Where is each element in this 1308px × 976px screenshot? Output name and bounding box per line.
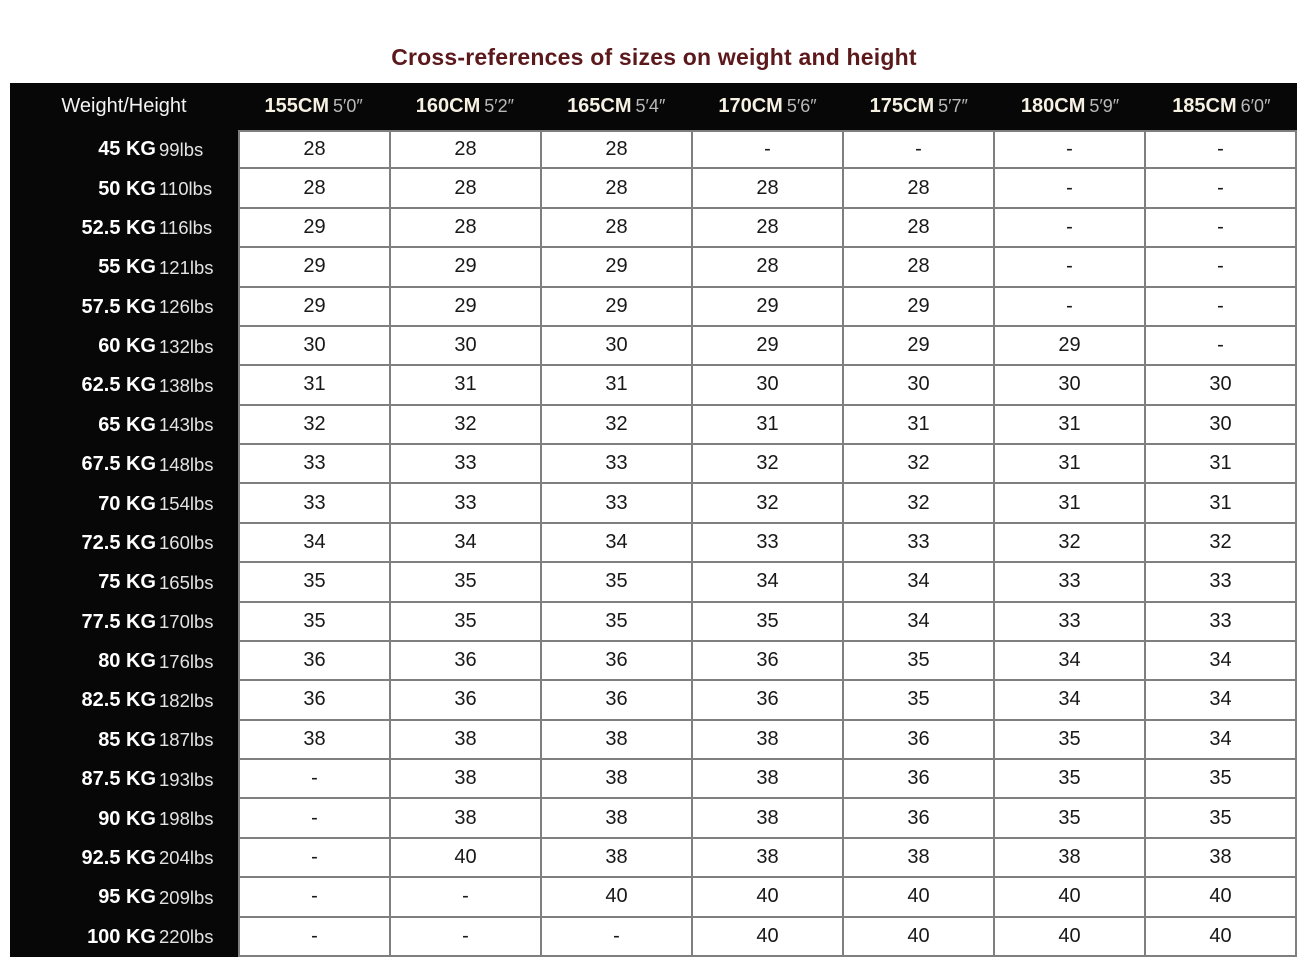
weight-lbs-label: 204lbs <box>159 847 214 869</box>
height-ft-label: 5′0″ <box>332 96 363 116</box>
size-value-cell: - <box>995 288 1146 327</box>
weight-kg-label: 77.5 KG <box>81 610 156 633</box>
size-value-cell: 30 <box>693 366 844 405</box>
size-value-cell: 40 <box>542 878 693 917</box>
weight-lbs-label: 138lbs <box>159 374 214 396</box>
size-value-cell: 28 <box>391 209 542 248</box>
height-cm-label: 180CM <box>1020 95 1086 117</box>
weight-label-cell <box>10 839 238 878</box>
table-body <box>10 130 1297 957</box>
size-value-cell: - <box>995 248 1146 287</box>
size-value-cell: 35 <box>995 799 1146 838</box>
size-value-cell: 29 <box>238 209 391 248</box>
size-value-cell: 33 <box>995 563 1146 602</box>
height-cm-label: 175CM <box>869 95 935 117</box>
height-column-header <box>692 83 843 130</box>
size-value-cell: - <box>844 130 995 169</box>
size-value-cell: 35 <box>844 642 995 681</box>
weight-label-cell <box>10 169 238 208</box>
weight-label-cell <box>10 918 238 957</box>
size-value-cell: 33 <box>391 445 542 484</box>
size-value-cell: 38 <box>391 799 542 838</box>
table-row <box>10 406 1297 445</box>
size-value-cell: 29 <box>693 327 844 366</box>
size-value-cell: 29 <box>391 288 542 327</box>
size-value-cell: 33 <box>238 484 391 523</box>
weight-lbs-label: 182lbs <box>159 689 214 711</box>
size-value-cell: 35 <box>995 760 1146 799</box>
size-value-cell: 40 <box>391 839 542 878</box>
size-value-cell: 40 <box>1146 918 1297 957</box>
size-value-cell: 38 <box>995 839 1146 878</box>
table-row <box>10 248 1297 287</box>
weight-label-cell <box>10 878 238 917</box>
weight-lbs-label: 193lbs <box>159 768 214 790</box>
weight-kg-label: 67.5 KG <box>81 453 156 476</box>
weight-label-cell <box>10 288 238 327</box>
weight-label-cell <box>10 248 238 287</box>
size-value-cell: 34 <box>693 563 844 602</box>
size-value-cell: - <box>693 130 844 169</box>
weight-lbs-label: 132lbs <box>159 335 214 357</box>
size-value-cell: 40 <box>693 878 844 917</box>
weight-label-cell <box>10 445 238 484</box>
weight-lbs-label: 110lbs <box>159 178 213 200</box>
height-cm-label: 165CM <box>567 95 632 117</box>
size-value-cell: - <box>995 130 1146 169</box>
size-value-cell: 30 <box>238 327 391 366</box>
table-row <box>10 603 1297 642</box>
size-value-cell: 36 <box>693 642 844 681</box>
size-value-cell: 33 <box>238 445 391 484</box>
weight-kg-label: 45 KG <box>98 138 156 161</box>
size-value-cell: 40 <box>844 918 995 957</box>
weight-lbs-label: 187lbs <box>159 729 214 751</box>
table-row <box>10 760 1297 799</box>
height-column-header <box>1146 83 1297 130</box>
size-value-cell: 36 <box>238 642 391 681</box>
height-ft-label: 5′4″ <box>635 96 666 116</box>
height-column-header <box>238 83 389 130</box>
size-value-cell: 32 <box>391 406 542 445</box>
weight-kg-label: 100 KG <box>87 925 156 948</box>
weight-kg-label: 85 KG <box>98 728 156 751</box>
size-value-cell: 28 <box>542 130 693 169</box>
size-value-cell: 38 <box>542 721 693 760</box>
size-value-cell: 33 <box>1146 563 1297 602</box>
weight-label-cell <box>10 642 238 681</box>
size-value-cell: 28 <box>693 209 844 248</box>
size-value-cell: 36 <box>391 681 542 720</box>
table-row <box>10 642 1297 681</box>
size-value-cell: 30 <box>391 327 542 366</box>
weight-kg-label: 50 KG <box>98 177 156 200</box>
size-value-cell: 29 <box>693 288 844 327</box>
size-value-cell: 30 <box>1146 366 1297 405</box>
weight-kg-label: 82.5 KG <box>81 689 156 712</box>
height-ft-label: 5′9″ <box>1089 96 1120 116</box>
height-cm-label: 155CM <box>264 95 329 117</box>
size-value-cell: 34 <box>1146 681 1297 720</box>
table-row <box>10 445 1297 484</box>
weight-label-cell <box>10 366 238 405</box>
size-value-cell: 34 <box>995 681 1146 720</box>
weight-lbs-label: 116lbs <box>159 217 213 239</box>
size-value-cell: 28 <box>542 169 693 208</box>
size-value-cell: - <box>1146 327 1297 366</box>
size-value-cell: - <box>1146 288 1297 327</box>
size-value-cell: - <box>995 209 1146 248</box>
size-value-cell: 35 <box>238 563 391 602</box>
size-value-cell: 40 <box>844 878 995 917</box>
size-value-cell: 29 <box>391 248 542 287</box>
weight-kg-label: 52.5 KG <box>81 216 156 239</box>
height-column-header <box>994 83 1145 130</box>
weight-label-cell <box>10 484 238 523</box>
size-value-cell: 35 <box>995 721 1146 760</box>
weight-lbs-label: 170lbs <box>159 611 214 633</box>
height-cm-label: 160CM <box>415 95 481 117</box>
weight-kg-label: 60 KG <box>98 335 156 358</box>
table-header-row <box>10 83 1297 130</box>
size-value-cell: 35 <box>1146 799 1297 838</box>
size-value-cell: 38 <box>542 799 693 838</box>
size-value-cell: 31 <box>995 406 1146 445</box>
size-value-cell: 32 <box>238 406 391 445</box>
size-value-cell: - <box>995 169 1146 208</box>
size-value-cell: 30 <box>542 327 693 366</box>
size-value-cell: - <box>238 918 391 957</box>
size-value-cell: 34 <box>391 524 542 563</box>
height-cm-label: 170CM <box>718 95 783 117</box>
size-value-cell: 36 <box>844 799 995 838</box>
size-value-cell: 34 <box>844 603 995 642</box>
size-value-cell: 32 <box>844 484 995 523</box>
weight-lbs-label: 126lbs <box>159 296 214 318</box>
weight-kg-label: 92.5 KG <box>81 846 156 869</box>
size-value-cell: 31 <box>1146 445 1297 484</box>
size-value-cell: 38 <box>693 839 844 878</box>
weight-lbs-label: 198lbs <box>159 808 214 830</box>
size-value-cell: 40 <box>995 918 1146 957</box>
weight-label-cell <box>10 681 238 720</box>
size-value-cell: 29 <box>238 248 391 287</box>
size-value-cell: 33 <box>995 603 1146 642</box>
height-cm-label: 185CM <box>1172 95 1237 117</box>
size-value-cell: 28 <box>844 209 995 248</box>
size-value-cell: 34 <box>844 563 995 602</box>
size-value-cell: 32 <box>995 524 1146 563</box>
height-column-header <box>843 83 994 130</box>
size-value-cell: - <box>238 878 391 917</box>
table-row <box>10 918 1297 957</box>
size-value-cell: 31 <box>542 366 693 405</box>
size-value-cell: 31 <box>238 366 391 405</box>
size-value-cell: 28 <box>391 169 542 208</box>
size-value-cell: 38 <box>1146 839 1297 878</box>
size-chart-table <box>10 83 1297 957</box>
size-value-cell: 32 <box>1146 524 1297 563</box>
size-value-cell: 36 <box>844 760 995 799</box>
size-value-cell: 35 <box>1146 760 1297 799</box>
weight-lbs-label: 165lbs <box>159 571 214 593</box>
weight-lbs-label: 99lbs <box>159 138 204 160</box>
size-value-cell: 33 <box>391 484 542 523</box>
size-value-cell: 31 <box>995 445 1146 484</box>
weight-kg-label: 72.5 KG <box>81 531 156 554</box>
size-value-cell: 36 <box>542 642 693 681</box>
table-row <box>10 563 1297 602</box>
size-value-cell: 32 <box>844 445 995 484</box>
weight-kg-label: 65 KG <box>98 413 156 436</box>
size-value-cell: 28 <box>238 130 391 169</box>
weight-lbs-label: 148lbs <box>159 453 214 475</box>
size-value-cell: 30 <box>995 366 1146 405</box>
size-value-cell: 34 <box>995 642 1146 681</box>
size-value-cell: 38 <box>391 721 542 760</box>
size-value-cell: 36 <box>693 681 844 720</box>
weight-label-cell <box>10 603 238 642</box>
height-ft-label: 5′2″ <box>484 96 515 116</box>
size-value-cell: 33 <box>542 445 693 484</box>
table-row <box>10 524 1297 563</box>
weight-label-cell <box>10 563 238 602</box>
table-row <box>10 681 1297 720</box>
size-value-cell: 32 <box>542 406 693 445</box>
size-value-cell: 29 <box>238 288 391 327</box>
table-row <box>10 366 1297 405</box>
page-title: Cross-references of sizes on weight and height <box>391 44 917 70</box>
size-value-cell: 29 <box>844 288 995 327</box>
size-value-cell: - <box>1146 169 1297 208</box>
size-value-cell: 29 <box>542 248 693 287</box>
size-value-cell: 38 <box>542 839 693 878</box>
weight-lbs-label: 176lbs <box>159 650 214 672</box>
height-ft-label: 6′0″ <box>1240 96 1271 116</box>
size-value-cell: 38 <box>238 721 391 760</box>
weight-label-cell <box>10 760 238 799</box>
weight-label-cell <box>10 406 238 445</box>
weight-kg-label: 95 KG <box>98 886 156 909</box>
size-value-cell: 35 <box>542 603 693 642</box>
size-value-cell: - <box>1146 209 1297 248</box>
size-value-cell: 35 <box>542 563 693 602</box>
weight-kg-label: 90 KG <box>98 807 156 830</box>
size-value-cell: 35 <box>844 681 995 720</box>
size-value-cell: 33 <box>844 524 995 563</box>
weight-lbs-label: 154lbs <box>159 493 214 515</box>
size-value-cell: 28 <box>693 248 844 287</box>
size-value-cell: 31 <box>693 406 844 445</box>
weight-lbs-label: 220lbs <box>159 926 214 948</box>
table-row <box>10 209 1297 248</box>
size-value-cell: 31 <box>391 366 542 405</box>
size-value-cell: 33 <box>1146 603 1297 642</box>
size-value-cell: 34 <box>238 524 391 563</box>
size-value-cell: 35 <box>238 603 391 642</box>
weight-label-cell <box>10 209 238 248</box>
size-value-cell: 28 <box>693 169 844 208</box>
size-value-cell: - <box>238 799 391 838</box>
height-ft-label: 5′6″ <box>786 96 817 116</box>
table-row <box>10 878 1297 917</box>
weight-label-cell <box>10 130 238 169</box>
size-value-cell: 32 <box>693 445 844 484</box>
size-value-cell: 29 <box>844 327 995 366</box>
size-value-cell: 28 <box>844 169 995 208</box>
table-row <box>10 721 1297 760</box>
weight-label-cell <box>10 721 238 760</box>
weight-kg-label: 80 KG <box>98 650 156 673</box>
weight-lbs-label: 209lbs <box>159 886 214 908</box>
table-row <box>10 288 1297 327</box>
size-value-cell: 34 <box>1146 642 1297 681</box>
weight-kg-label: 55 KG <box>98 256 156 279</box>
weight-kg-label: 62.5 KG <box>81 374 156 397</box>
size-value-cell: 35 <box>391 563 542 602</box>
size-value-cell: 30 <box>1146 406 1297 445</box>
table-row <box>10 839 1297 878</box>
size-value-cell: - <box>238 760 391 799</box>
size-value-cell: 38 <box>693 760 844 799</box>
size-value-cell: 28 <box>844 248 995 287</box>
size-value-cell: - <box>1146 248 1297 287</box>
size-value-cell: 36 <box>542 681 693 720</box>
table-row <box>10 327 1297 366</box>
size-value-cell: 34 <box>542 524 693 563</box>
size-value-cell: 36 <box>844 721 995 760</box>
weight-label-cell <box>10 327 238 366</box>
size-value-cell: 38 <box>542 760 693 799</box>
size-value-cell: 28 <box>542 209 693 248</box>
weight-kg-label: 57.5 KG <box>81 295 156 318</box>
size-value-cell: 34 <box>1146 721 1297 760</box>
size-value-cell: - <box>238 839 391 878</box>
height-column-header <box>389 83 540 130</box>
weight-label-cell <box>10 799 238 838</box>
size-value-cell: 36 <box>238 681 391 720</box>
corner-header: Weight/Height <box>61 95 187 117</box>
table-row <box>10 130 1297 169</box>
size-value-cell: - <box>391 878 542 917</box>
size-value-cell: 30 <box>844 366 995 405</box>
size-value-cell: 40 <box>995 878 1146 917</box>
size-value-cell: 33 <box>693 524 844 563</box>
size-value-cell: 28 <box>238 169 391 208</box>
size-value-cell: - <box>542 918 693 957</box>
size-value-cell: - <box>391 918 542 957</box>
size-value-cell: 32 <box>693 484 844 523</box>
size-value-cell: 38 <box>844 839 995 878</box>
weight-lbs-label: 143lbs <box>159 414 214 436</box>
weight-lbs-label: 121lbs <box>159 256 214 278</box>
size-value-cell: 38 <box>693 799 844 838</box>
weight-lbs-label: 160lbs <box>159 532 214 554</box>
height-column-header <box>541 83 692 130</box>
weight-label-cell <box>10 524 238 563</box>
table-row <box>10 484 1297 523</box>
size-value-cell: 38 <box>693 721 844 760</box>
size-value-cell: 31 <box>995 484 1146 523</box>
height-ft-label: 5′7″ <box>938 96 968 116</box>
weight-kg-label: 87.5 KG <box>81 768 156 791</box>
size-value-cell: 33 <box>542 484 693 523</box>
size-value-cell: 35 <box>391 603 542 642</box>
weight-kg-label: 75 KG <box>98 571 156 594</box>
size-value-cell: 28 <box>391 130 542 169</box>
size-value-cell: 40 <box>1146 878 1297 917</box>
size-value-cell: 36 <box>391 642 542 681</box>
size-value-cell: 40 <box>693 918 844 957</box>
size-value-cell: 31 <box>844 406 995 445</box>
size-value-cell: 29 <box>995 327 1146 366</box>
size-value-cell: 35 <box>693 603 844 642</box>
size-value-cell: 31 <box>1146 484 1297 523</box>
size-value-cell: 29 <box>542 288 693 327</box>
table-row <box>10 169 1297 208</box>
table-row <box>10 799 1297 838</box>
size-value-cell: 38 <box>391 760 542 799</box>
size-value-cell: - <box>1146 130 1297 169</box>
weight-kg-label: 70 KG <box>98 492 156 515</box>
